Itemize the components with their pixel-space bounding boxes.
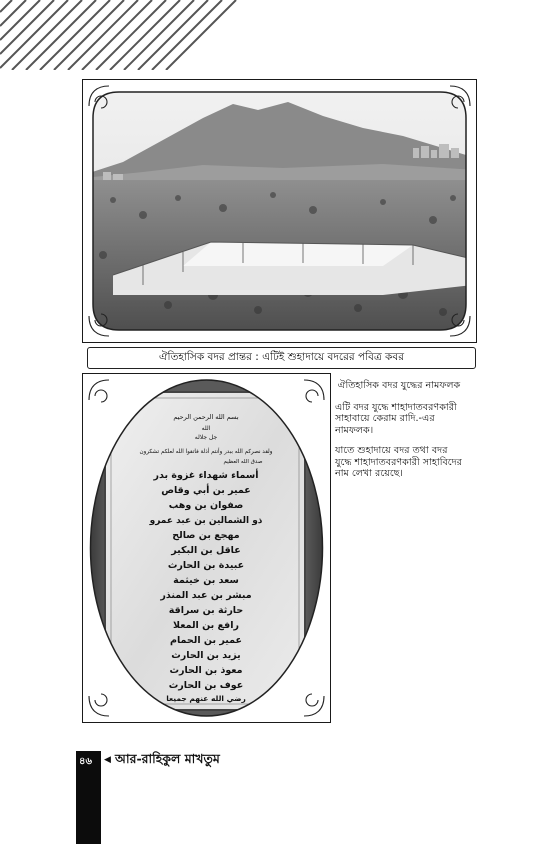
plaque-line: عمير بن الحمام xyxy=(170,635,242,646)
plaque-line: عاقل بن البكير xyxy=(171,545,241,556)
plaque-line: رضي الله عنهم جميعا xyxy=(166,694,246,703)
plaque-description-para-2: যাতে শুহাদায়ে বদর তথা বদর যুদ্ধে শাহাদাতবরণকারী সাহাবিদের নাম লেখা রয়েছে। xyxy=(335,445,462,479)
plaque-photo xyxy=(83,374,330,722)
plaque-line: ذو الشمالين بن عبد عمرو xyxy=(149,516,263,526)
plaque-line: صفوان بن وهب xyxy=(168,500,244,511)
plaque-photo-frame xyxy=(82,373,331,723)
photo-caption-text: ঐতিহাসিক বদর প্রান্তর : এটিই শুহাদায়ে বদরের পবিত্র কবর xyxy=(159,350,404,363)
plaque-line: مبشر بن عبد المنذر xyxy=(160,590,252,601)
plaque-line: ولقد نصركم الله ببدر وأنتم أذلة فاتقوا الله لعلكم تشكرون xyxy=(139,449,273,455)
plaque-line: رافع بن المعلا xyxy=(173,620,239,631)
page-number: ৪৬ xyxy=(79,756,92,767)
battlefield-photo-frame xyxy=(82,79,477,343)
plaque-line: بسم الله الرحمن الرحيم xyxy=(173,413,239,421)
plaque-line: عوف بن الحارث xyxy=(168,680,244,691)
battlefield-photo xyxy=(83,80,476,342)
plaque-description-title: ঐতিহাসিক বদর যুদ্ধের নামফলক xyxy=(337,380,461,391)
plaque-line: حارثة بن سراقة xyxy=(168,605,244,616)
photo-caption xyxy=(87,347,476,369)
plaque-line: جل جلاله xyxy=(194,434,218,441)
plaque-line: عبيدة بن الحارث xyxy=(167,560,245,571)
plaque-line: يزيد بن الحارث xyxy=(171,650,241,661)
plaque-line: أسماء شهداء غزوة بدر xyxy=(153,470,259,481)
book-title: আর-রাহিকুল মাখতুম xyxy=(115,751,220,766)
plaque-line: سعد بن خيثمة xyxy=(173,575,239,586)
plaque-description-para-1: এটি বদর যুদ্ধে শাহাদাতবরণকারী সাহাবায়ে কেরাম রাদি.-এর নামফলক। xyxy=(335,401,457,436)
plaque-line: معوذ بن الحارث xyxy=(169,665,243,676)
plaque-line: صدق الله العظيم xyxy=(223,459,263,465)
triangle-left-icon: ◀ xyxy=(104,755,111,765)
plaque-line: عمير بن أبي وقاص xyxy=(161,485,251,496)
plaque-line: مهجع بن صالح xyxy=(172,530,240,541)
plaque-description xyxy=(335,380,463,489)
plaque-line: الله xyxy=(201,425,211,432)
corner-hatch-decoration xyxy=(0,0,240,70)
